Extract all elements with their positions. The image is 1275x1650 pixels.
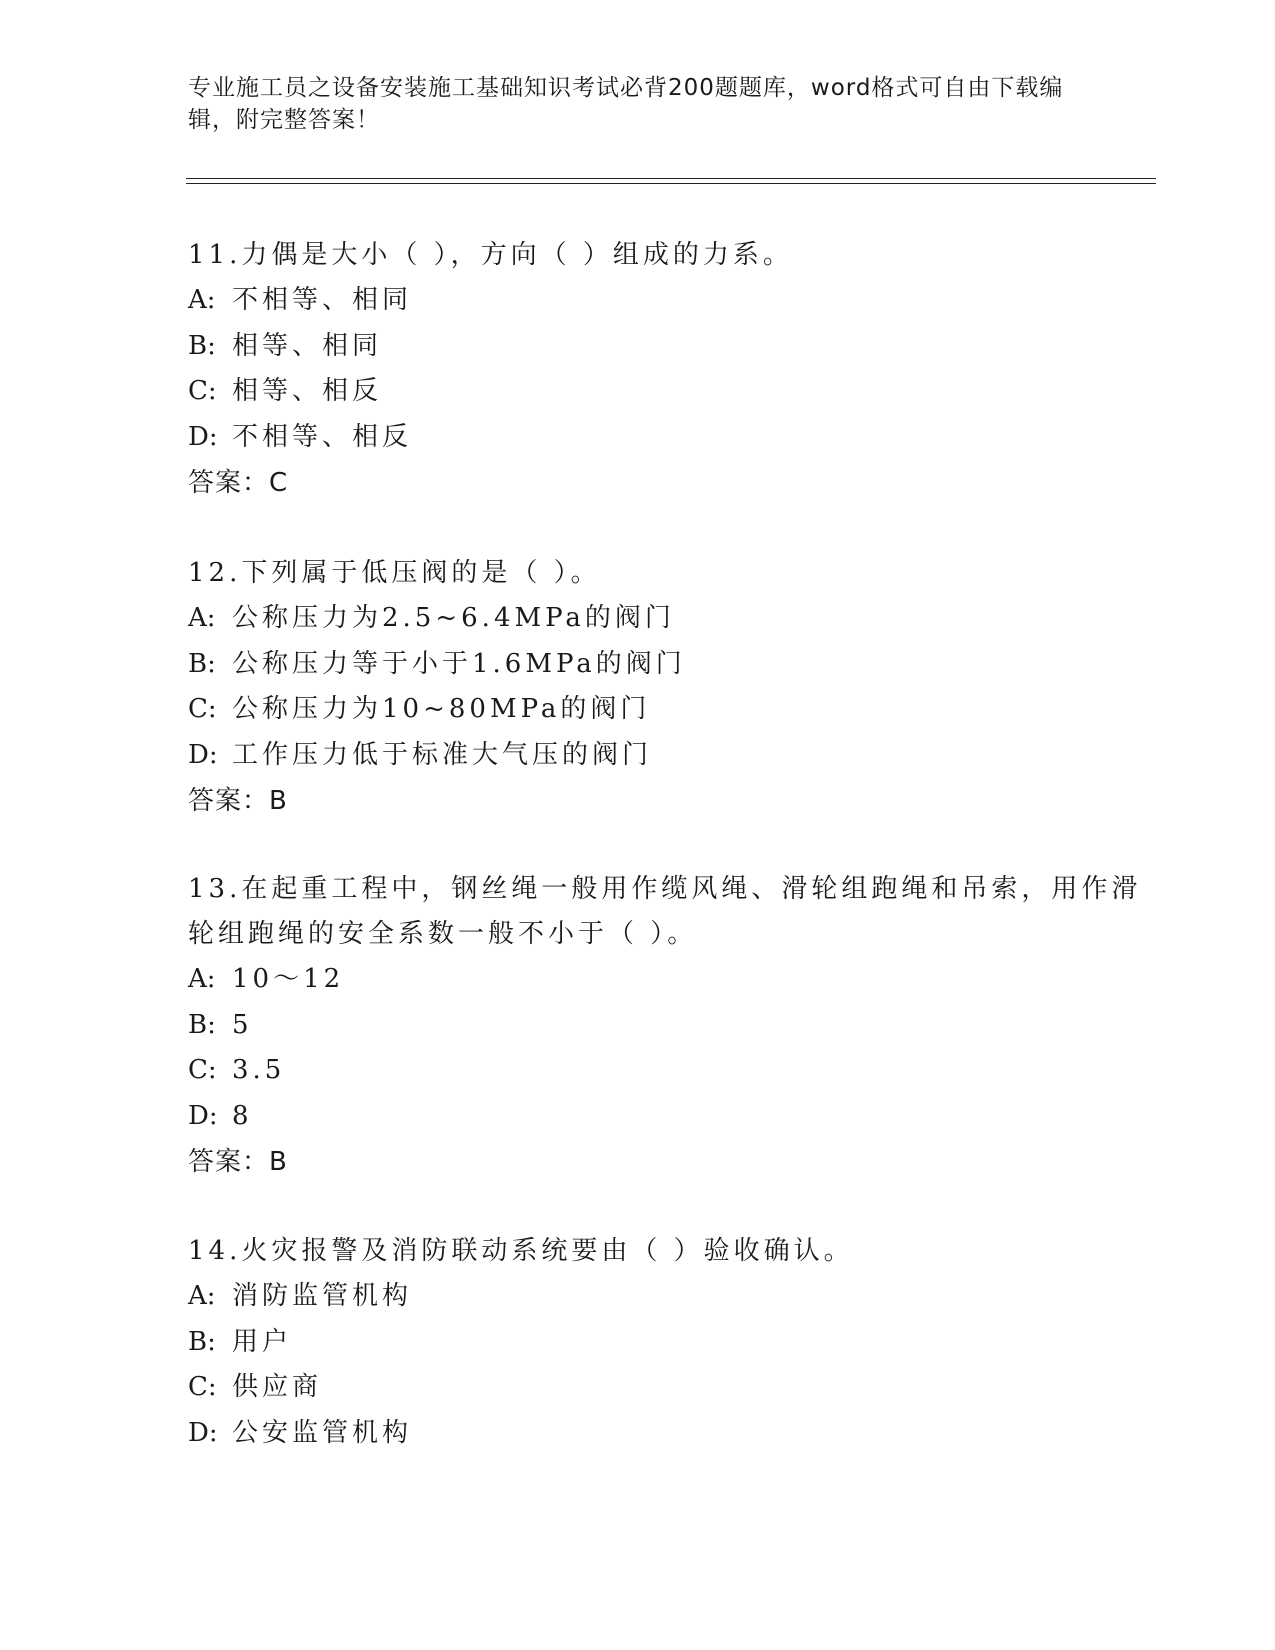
option-d — [188, 415, 1148, 461]
option-d — [188, 733, 1148, 779]
option-text: 8 — [232, 1100, 253, 1131]
option-letter: D: — [188, 421, 218, 452]
option-b — [188, 1003, 1148, 1049]
question-stem: 12.下列属于低压阀的是（ ）。 — [188, 558, 601, 588]
option-d — [188, 1411, 1148, 1457]
option-letter: B: — [188, 648, 216, 679]
question-11 — [188, 232, 1148, 506]
option-text: 工作压力低于标准大气压的阀门 — [232, 739, 653, 770]
option-letter: B: — [188, 1326, 216, 1357]
question-14 — [188, 1228, 1148, 1456]
option-letter: B: — [188, 330, 216, 361]
answer-line: 答案：C — [188, 468, 289, 498]
option-text: 消防监管机构 — [232, 1281, 413, 1311]
option-c — [188, 687, 1148, 733]
option-a — [188, 278, 1148, 324]
header-divider-bottom — [186, 183, 1156, 184]
question-stem: 14.火灾报警及消防联动系统要由（ ）验收确认。 — [188, 1236, 854, 1266]
option-text: 用户 — [232, 1326, 293, 1357]
option-letter: D: — [188, 1100, 218, 1131]
option-text: 公安监管机构 — [232, 1417, 413, 1448]
option-c — [188, 1365, 1148, 1411]
option-c — [188, 1048, 1148, 1094]
option-letter: C: — [188, 376, 217, 406]
option-b — [188, 642, 1148, 688]
option-letter: A: — [188, 964, 216, 994]
option-letter: B: — [188, 1009, 216, 1040]
header-divider-top — [186, 178, 1156, 179]
option-text: 不相等、相同 — [232, 285, 413, 315]
option-letter: C: — [188, 694, 217, 724]
option-letter: C: — [188, 1372, 217, 1402]
option-a — [188, 596, 1148, 642]
option-text: 5 — [232, 1009, 253, 1040]
answer-line: 答案：B — [188, 786, 288, 816]
question-stem: 11.力偶是大小（ ），方向（ ）组成的力系。 — [188, 240, 793, 270]
option-text: 供应商 — [232, 1372, 323, 1402]
option-a — [188, 1274, 1148, 1320]
option-letter: A: — [188, 603, 216, 633]
document-header: 专业施工员之设备安装施工基础知识考试必背200题题库，word格式可自由下载编辑，附完整答案！ — [188, 75, 1064, 133]
option-text: 公称压力为10~80MPa的阀门 — [232, 694, 651, 724]
option-d — [188, 1094, 1148, 1140]
option-letter: A: — [188, 285, 216, 315]
option-text: 3.5 — [232, 1055, 286, 1085]
option-text: 相等、相同 — [232, 330, 383, 361]
answer-line: 答案：B — [188, 1147, 288, 1177]
option-letter: C: — [188, 1055, 217, 1085]
question-stem: 13.在起重工程中，钢丝绳一般用作缆风绳、滑轮组跑绳和吊索，用作滑轮组跑绳的安全系数一般不小于（ ）。 — [188, 874, 1142, 949]
option-text: 相等、相反 — [232, 376, 383, 406]
option-a — [188, 957, 1148, 1003]
option-letter: D: — [188, 739, 218, 770]
option-b — [188, 1320, 1148, 1366]
question-13 — [188, 867, 1148, 1185]
option-c — [188, 369, 1148, 415]
option-text: 公称压力等于小于1.6MPa的阀门 — [232, 648, 686, 679]
option-text: 不相等、相反 — [232, 421, 413, 452]
option-letter: D: — [188, 1417, 218, 1448]
option-text: 公称压力为2.5~6.4MPa的阀门 — [232, 603, 675, 633]
option-b — [188, 324, 1148, 370]
option-text: 10～12 — [232, 964, 345, 994]
option-letter: A: — [188, 1281, 216, 1311]
question-12 — [188, 550, 1148, 824]
